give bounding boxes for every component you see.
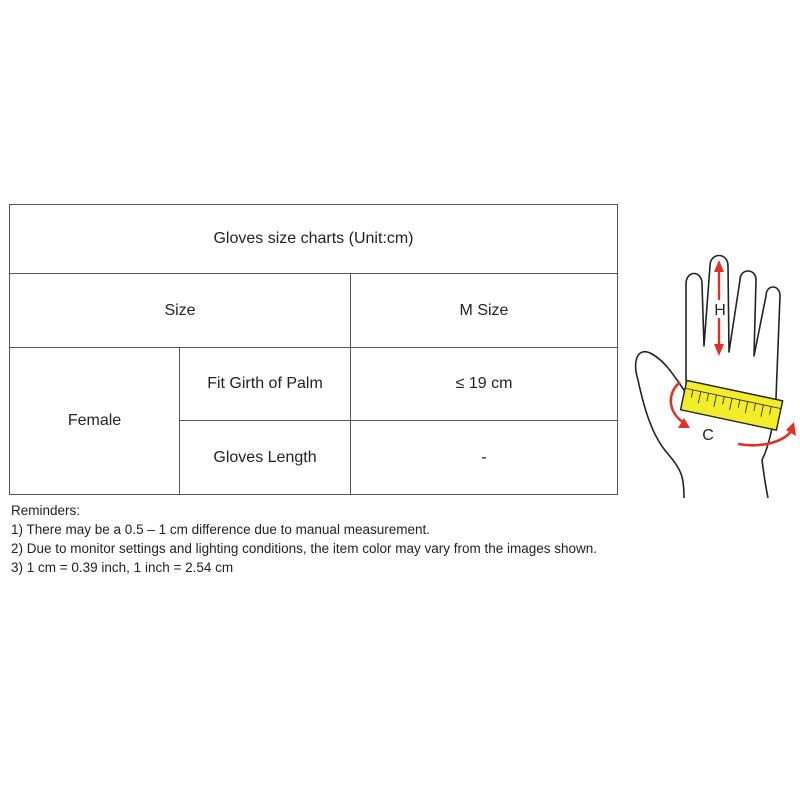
measuring-tape-icon: [681, 380, 783, 430]
reminders-heading: Reminders:: [11, 503, 81, 518]
row-label-palm-girth: Fit Girth of Palm: [180, 348, 351, 421]
reminder-item-2: 2) Due to monitor settings and lighting conditions, the item color may vary from the images shown.: [11, 541, 598, 556]
size-header-value: M Size: [351, 274, 618, 348]
reminder-item-3: 3) 1 cm = 0.39 inch, 1 inch = 2.54 cm: [11, 560, 234, 575]
row-label-gloves-length: Gloves Length: [180, 421, 351, 495]
hand-outline-icon: [636, 256, 780, 499]
reminders-section: [11, 501, 601, 577]
size-header-label: Size: [10, 274, 351, 348]
table-title: Gloves size charts (Unit:cm): [10, 205, 618, 274]
circumference-marker-label: C: [702, 427, 714, 444]
row-value-gloves-length: -: [351, 421, 618, 495]
reminder-item-1: 1) There may be a 0.5 – 1 cm difference due to manual measurement.: [11, 522, 430, 537]
size-chart-table: [9, 204, 618, 495]
hand-measurement-diagram: [628, 248, 800, 498]
height-marker-label: H: [714, 302, 726, 319]
row-value-palm-girth: ≤ 19 cm: [351, 348, 618, 421]
group-label-female: Female: [10, 348, 180, 495]
